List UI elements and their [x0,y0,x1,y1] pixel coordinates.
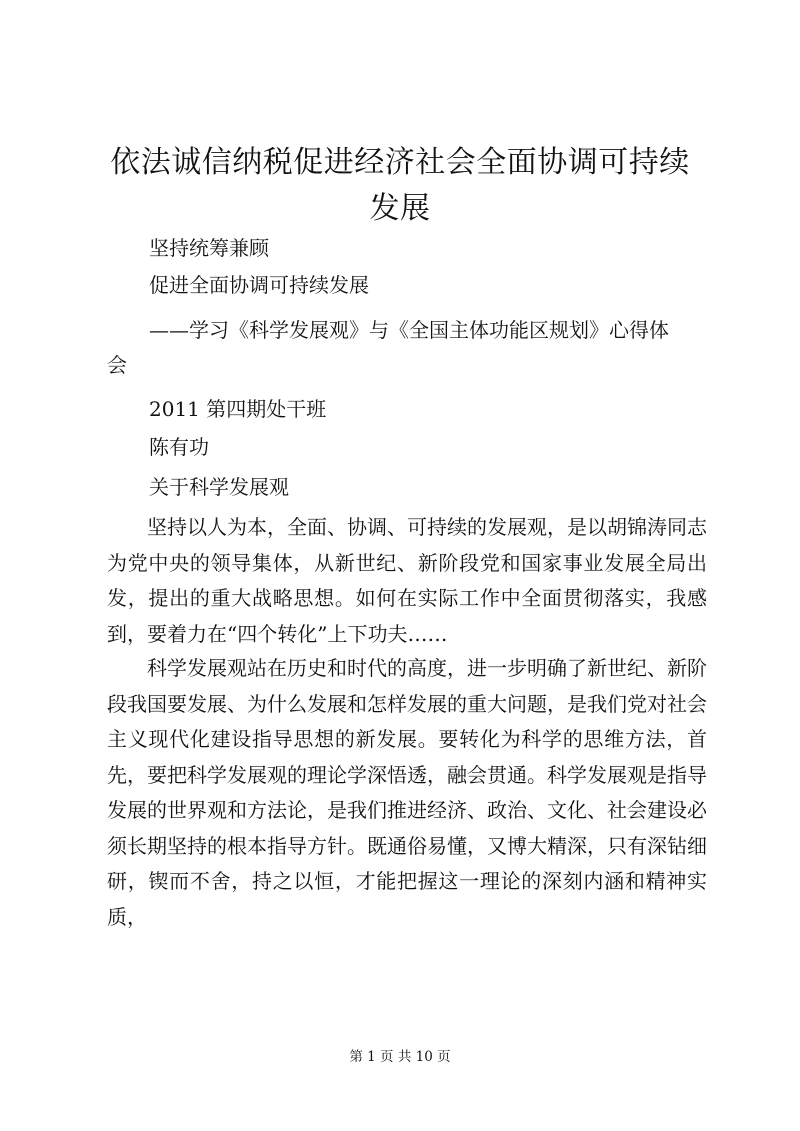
document-title: 依法诚信纳税促进经济社会全面协调可持续发展 [110,145,690,226]
class-info: 2011 第四期处干班 [149,397,327,421]
subtitle-line-3: ——学习《科学发展观》与《全国主体功能区规划》心得体 [149,318,669,342]
author-name: 陈有功 [149,435,209,459]
subtitle-line-2: 促进全面协调可持续发展 [149,273,369,297]
body-paragraph-2: 科学发展观站在历史和时代的高度，进一步明确了新世纪、新阶段我国要发展、为什么发展和怎样发展的重大问题，是我们党对社会主义现代化建设指导思想的新发展。要转化为科学的思维方法，首先，要把科学发展观的理论学深悟透，融会贯通。科学发展观是指导发展的世界观和方法论，是我们推进经济、政治、文化、社会建设必须长期坚持的根本指导方针。既通俗易懂，又博大精深，只有深钻细研，锲而不舍，持之以恒，才能把握这一理论的深刻内涵和精神实质， [107,656,707,929]
page-footer: 第 1 页 共 10 页 [349,1049,451,1065]
subtitle-line-3-cont: 会 [107,353,127,377]
body-paragraph-1: 坚持以人为本，全面、协调、可持续的发展观，是以胡锦涛同志为党中央的领导集体，从新世纪、新阶段党和国家事业发展全局出发，提出的重大战略思想。如何在实际工作中全面贯彻落实，我感到，要着力在“四个转化”上下功夫…… [107,515,707,646]
section-heading: 关于科学发展观 [149,475,289,499]
subtitle-line-1: 坚持统筹兼顾 [149,236,269,260]
